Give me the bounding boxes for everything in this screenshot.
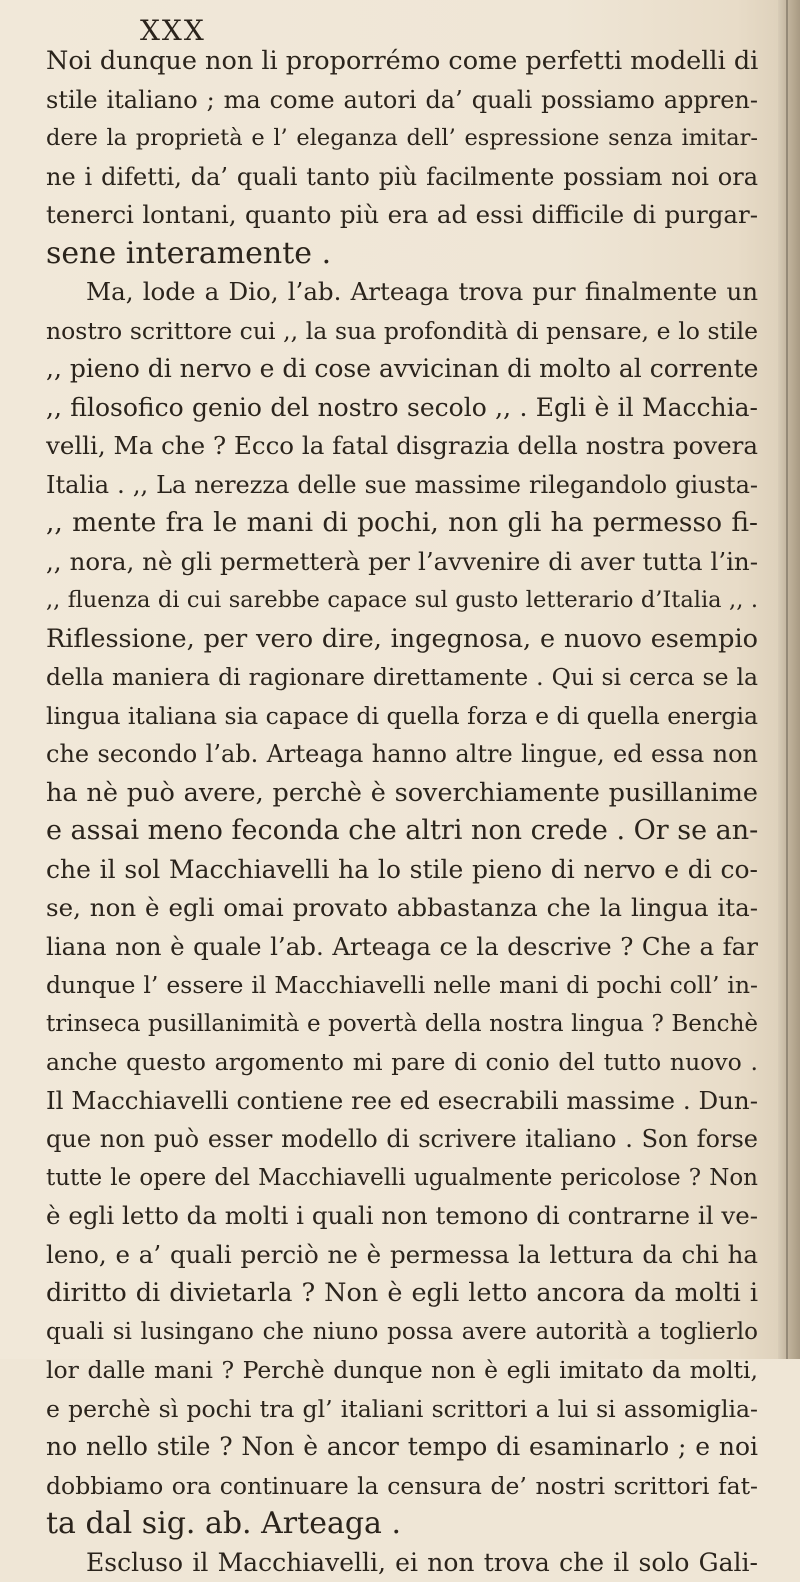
text-line: Riflessione, per vero dire, ingegnosa, e nuovo esempio xyxy=(46,620,758,659)
text-line: velli, Ma che ? Ecco la fatal disgrazia della nostra povera xyxy=(46,427,758,466)
text-line: ,, nora, nè gli permetterà per l’avvenire di aver tutta l’in- xyxy=(46,543,758,582)
gutter-shadow-line xyxy=(786,0,788,1359)
text-line: nostro scrittore cui ,, la sua profondità di pensare, e lo stile xyxy=(46,312,758,351)
text-line: ha nè può avere, perchè è soverchiamente pusillanime xyxy=(46,774,758,813)
text-line: que non può esser modello di scrivere italiano . Son forse xyxy=(46,1120,758,1159)
text-line: stile italiano ; ma come autori da’ quali possiamo appren- xyxy=(46,81,758,120)
text-line: ,, fluenza di cui sarebbe capace sul gusto letterario d’Italia ,, . xyxy=(46,581,758,620)
page-gutter xyxy=(778,0,800,1359)
text-line: ne i difetti, da’ quali tanto più facilmente possiam noi ora xyxy=(46,158,758,197)
text-line: ,, pieno di nervo e di cose avvicinan di molto al corrente xyxy=(46,350,758,389)
text-line: se, non è egli omai provato abbastanza che la lingua ita- xyxy=(46,889,758,928)
text-line: ta dal sig. ab. Arteaga . xyxy=(46,1505,758,1544)
text-line: dere la proprietà e l’ eleganza dell’ espressione senza imitar- xyxy=(46,119,758,158)
page-number: XXX xyxy=(140,14,206,47)
text-line: della maniera di ragionare direttamente . Qui si cerca se la xyxy=(46,658,758,697)
text-line: liana non è quale l’ab. Arteaga ce la descrive ? Che a far xyxy=(46,928,758,967)
text-line: dobbiamo ora continuare la censura de’ nostri scrittori fat- xyxy=(46,1467,758,1506)
text-line: quali si lusingano che niuno possa avere autorità a toglierlo xyxy=(46,1313,758,1352)
text-line: che secondo l’ab. Arteaga hanno altre lingue, ed essa non xyxy=(46,735,758,774)
text-line: Il Macchiavelli contiene ree ed esecrabili massime . Dun- xyxy=(46,1082,758,1121)
text-line: e assai meno feconda che altri non crede . Or se an- xyxy=(46,812,758,851)
text-line: Ma, lode a Dio, l’ab. Arteaga trova pur finalmente un xyxy=(46,273,758,312)
text-line: ,, mente fra le mani di pochi, non gli ha permesso fi- xyxy=(46,504,758,543)
text-line: tenerci lontani, quanto più era ad essi difficile di purgar- xyxy=(46,196,758,235)
text-line: lor dalle mani ? Perchè dunque non è egli imitato da molti, xyxy=(46,1351,758,1390)
text-line: che il sol Macchiavelli ha lo stile pieno di nervo e di co- xyxy=(46,851,758,890)
body-text xyxy=(46,42,758,1582)
text-line: anche questo argomento mi pare di conio del tutto nuovo . xyxy=(46,1043,758,1082)
text-line: no nello stile ? Non è ancor tempo di esaminarlo ; e noi xyxy=(46,1428,758,1467)
text-line: Escluso il Macchiavelli, ei non trova che il solo Gali- xyxy=(46,1544,758,1582)
text-line: ,, filosofico genio del nostro secolo ,, . Egli è il Macchia- xyxy=(46,389,758,428)
text-line: leno, e a’ quali perciò ne è permessa la lettura da chi ha xyxy=(46,1236,758,1275)
text-line: dunque l’ essere il Macchiavelli nelle mani di pochi coll’ in- xyxy=(46,966,758,1005)
text-line: e perchè sì pochi tra gl’ italiani scrittori a lui si assomiglia- xyxy=(46,1390,758,1429)
text-line: Italia . ,, La nerezza delle sue massime rilegandolo giusta- xyxy=(46,466,758,505)
text-line: sene interamente . xyxy=(46,235,758,274)
text-line: diritto di divietarla ? Non è egli letto ancora da molti i xyxy=(46,1274,758,1313)
text-line: Noi dunque non li proporrémo come perfetti modelli di xyxy=(46,42,758,81)
text-line: è egli letto da molti i quali non temono di contrarne il ve- xyxy=(46,1197,758,1236)
text-line: lingua italiana sia capace di quella forza e di quella energia xyxy=(46,697,758,736)
text-line: trinseca pusillanimità e povertà della nostra lingua ? Benchè xyxy=(46,1005,758,1044)
text-line: tutte le opere del Macchiavelli ugualmente pericolose ? Non xyxy=(46,1159,758,1198)
